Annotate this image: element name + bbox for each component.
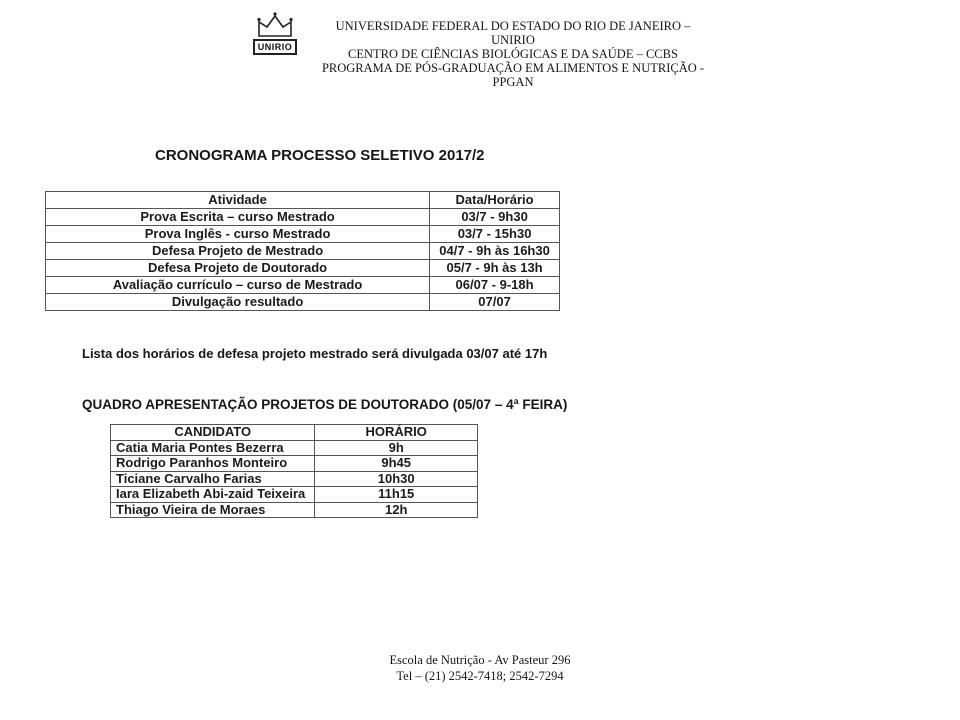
column-header-data-horario: Data/Horário: [430, 192, 560, 209]
time-cell: 9h: [315, 440, 478, 456]
footer-phone: Tel – (21) 2542-7418; 2542-7294: [396, 669, 564, 683]
datetime-cell: 07/07: [430, 294, 560, 311]
time-cell: 10h30: [315, 471, 478, 487]
candidates-table-title: QUADRO APRESENTAÇÃO PROJETOS DE DOUTORADO (05/07 – 4ª FEIRA): [82, 397, 568, 412]
logo-wordmark: UNIRIO: [253, 39, 298, 55]
activity-cell: Avaliação currículo – curso de Mestrado: [46, 277, 430, 294]
table-header-row: [111, 425, 478, 441]
datetime-cell: 03/7 - 15h30: [430, 226, 560, 243]
datetime-cell: 04/7 - 9h às 16h30: [430, 243, 560, 260]
activity-cell: Defesa Projeto de Mestrado: [46, 243, 430, 260]
institution-line-1: UNIVERSIDADE FEDERAL DO ESTADO DO RIO DE JANEIRO – UNIRIO: [335, 19, 691, 47]
institution-text: [313, 19, 713, 89]
table-row: [46, 243, 560, 260]
candidate-cell: Ticiane Carvalho Farias: [111, 471, 315, 487]
unirio-logo: [252, 12, 298, 55]
time-cell: 12h: [315, 502, 478, 518]
table-row: [111, 502, 478, 518]
time-cell: 11h15: [315, 487, 478, 503]
activity-cell: Prova Escrita – curso Mestrado: [46, 209, 430, 226]
institution-line-3: PROGRAMA DE PÓS-GRADUAÇÃO EM ALIMENTOS E NUTRIÇÃO - PPGAN: [321, 61, 705, 89]
column-header-atividade: Atividade: [46, 192, 430, 209]
candidate-cell: Thiago Vieira de Moraes: [111, 502, 315, 518]
footer-address: Escola de Nutrição - Av Pasteur 296: [389, 653, 571, 667]
datetime-cell: 05/7 - 9h às 13h: [430, 260, 560, 277]
column-header-horario: HORÁRIO: [315, 425, 478, 441]
table-row: [46, 226, 560, 243]
datetime-cell: 03/7 - 9h30: [430, 209, 560, 226]
table-row: [111, 487, 478, 503]
datetime-cell: 06/07 - 9-18h: [430, 277, 560, 294]
activity-cell: Divulgação resultado: [46, 294, 430, 311]
activity-cell: Prova Inglês - curso Mestrado: [46, 226, 430, 243]
table-row: [46, 209, 560, 226]
defense-schedule-note: Lista dos horários de defesa projeto mestrado será divulgada 03/07 até 17h: [82, 346, 548, 361]
schedule-table: [45, 191, 560, 311]
table-row: [46, 260, 560, 277]
document-header: [252, 12, 713, 89]
table-row: [46, 294, 560, 311]
time-cell: 9h45: [315, 456, 478, 472]
activity-cell: Defesa Projeto de Doutorado: [46, 260, 430, 277]
table-row: [111, 440, 478, 456]
page-title: CRONOGRAMA PROCESSO SELETIVO 2017/2: [155, 147, 485, 164]
table-header-row: [46, 192, 560, 209]
table-row: [46, 277, 560, 294]
candidate-cell: Catia Maria Pontes Bezerra: [111, 440, 315, 456]
candidates-table: [110, 424, 478, 518]
document-footer: [0, 652, 960, 684]
institution-line-2: CENTRO DE CIÊNCIAS BIOLÓGICAS E DA SAÚDE – CCBS: [348, 47, 678, 61]
crown-icon: [254, 12, 296, 38]
table-row: [111, 456, 478, 472]
table-row: [111, 471, 478, 487]
column-header-candidato: CANDIDATO: [111, 425, 315, 441]
candidate-cell: Rodrigo Paranhos Monteiro: [111, 456, 315, 472]
candidate-cell: Iara Elizabeth Abi-zaid Teixeira: [111, 487, 315, 503]
